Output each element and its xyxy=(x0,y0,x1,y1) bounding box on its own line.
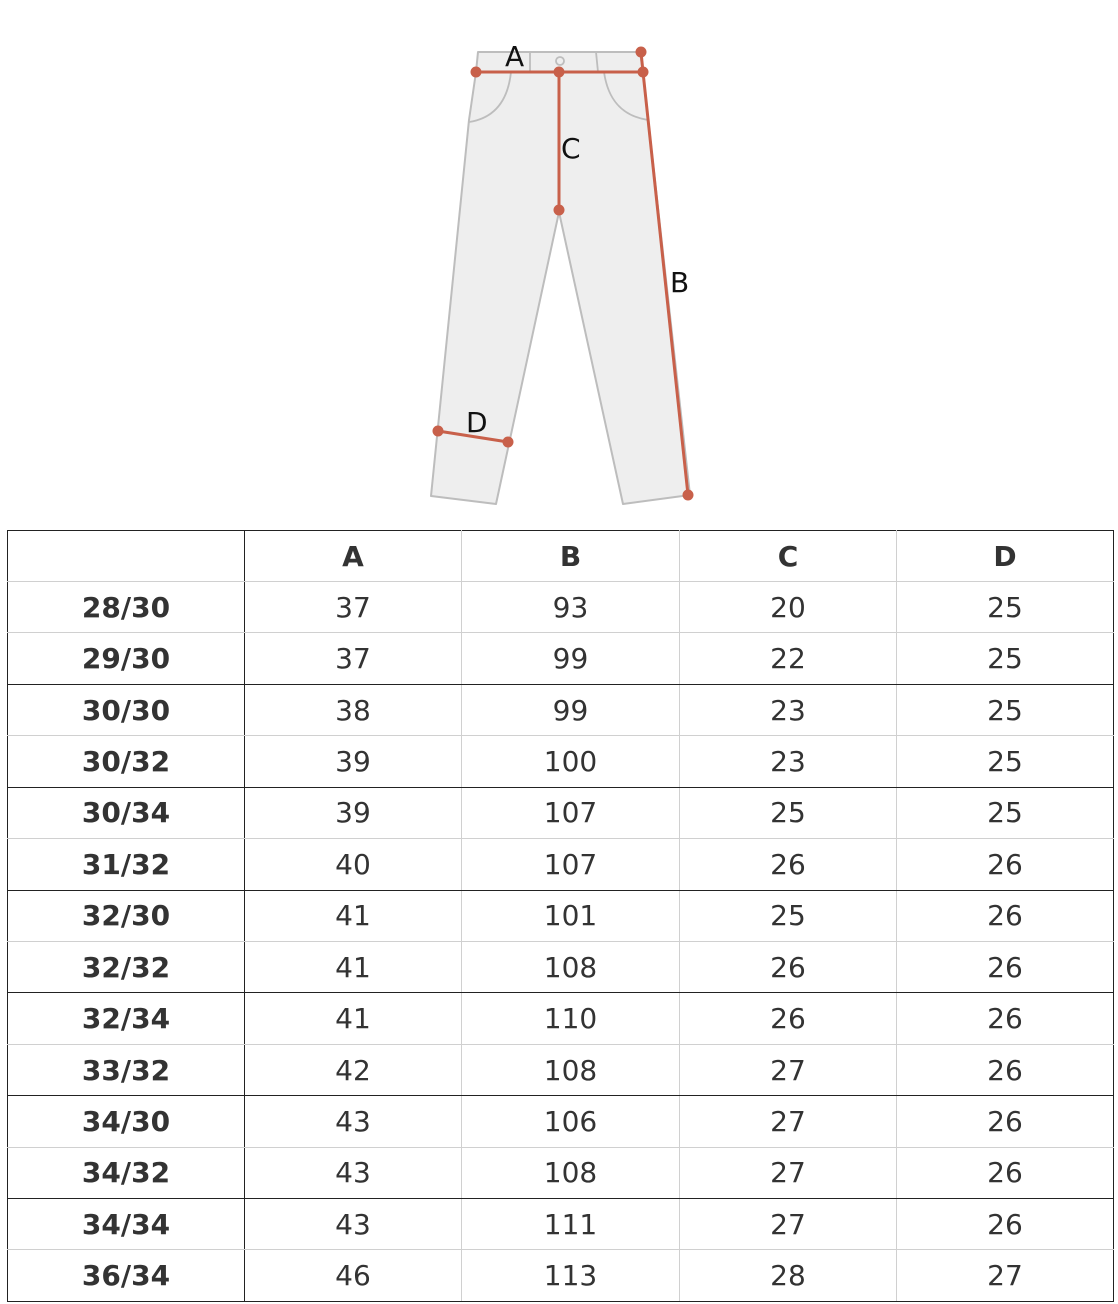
c-cell: 26 xyxy=(680,941,897,992)
a-cell: 46 xyxy=(245,1250,462,1302)
measure-label-c: C xyxy=(561,132,581,165)
a-cell: 43 xyxy=(245,1199,462,1250)
size-cell: 34/30 xyxy=(8,1096,245,1147)
table-row xyxy=(8,684,1114,735)
a-cell: 41 xyxy=(245,993,462,1044)
b-cell: 107 xyxy=(462,787,680,838)
d-cell: 26 xyxy=(897,941,1114,992)
c-cell: 23 xyxy=(680,736,897,787)
header-cell-c: C xyxy=(680,531,897,582)
c-cell: 25 xyxy=(680,890,897,941)
table-row xyxy=(8,941,1114,992)
table-row xyxy=(8,839,1114,890)
a-cell: 38 xyxy=(245,684,462,735)
size-cell: 28/30 xyxy=(8,582,245,633)
a-cell: 37 xyxy=(245,582,462,633)
a-cell: 37 xyxy=(245,633,462,684)
b-cell: 107 xyxy=(462,839,680,890)
d-cell: 25 xyxy=(897,633,1114,684)
table-header-row xyxy=(8,531,1114,582)
size-cell: 32/32 xyxy=(8,941,245,992)
a-cell: 41 xyxy=(245,890,462,941)
table-row xyxy=(8,582,1114,633)
a-cell: 43 xyxy=(245,1096,462,1147)
a-cell: 41 xyxy=(245,941,462,992)
d-cell: 26 xyxy=(897,993,1114,1044)
c-cell: 27 xyxy=(680,1044,897,1095)
measure-label-a: A xyxy=(505,40,525,73)
b-cell: 110 xyxy=(462,993,680,1044)
d-cell: 26 xyxy=(897,839,1114,890)
c-cell: 26 xyxy=(680,993,897,1044)
size-cell: 30/30 xyxy=(8,684,245,735)
header-cell-size xyxy=(8,531,245,582)
size-cell: 34/32 xyxy=(8,1147,245,1198)
size-cell: 31/32 xyxy=(8,839,245,890)
a-cell: 39 xyxy=(245,736,462,787)
c-cell: 20 xyxy=(680,582,897,633)
header-cell-b: B xyxy=(462,531,680,582)
table-row xyxy=(8,787,1114,838)
size-cell: 36/34 xyxy=(8,1250,245,1302)
b-cell: 108 xyxy=(462,1044,680,1095)
size-chart-table xyxy=(7,530,1114,1302)
measure-label-b: B xyxy=(670,266,690,299)
d-cell: 26 xyxy=(897,1096,1114,1147)
d-cell: 25 xyxy=(897,582,1114,633)
d-cell: 27 xyxy=(897,1250,1114,1302)
c-cell: 27 xyxy=(680,1199,897,1250)
c-cell: 28 xyxy=(680,1250,897,1302)
d-cell: 26 xyxy=(897,1147,1114,1198)
table-row xyxy=(8,1096,1114,1147)
header-cell-d: D xyxy=(897,531,1114,582)
c-cell: 27 xyxy=(680,1147,897,1198)
size-cell: 32/30 xyxy=(8,890,245,941)
c-cell: 23 xyxy=(680,684,897,735)
table-row xyxy=(8,890,1114,941)
d-cell: 25 xyxy=(897,684,1114,735)
size-cell: 29/30 xyxy=(8,633,245,684)
b-cell: 93 xyxy=(462,582,680,633)
table-row xyxy=(8,633,1114,684)
d-cell: 26 xyxy=(897,1199,1114,1250)
d-cell: 26 xyxy=(897,1044,1114,1095)
size-cell: 30/32 xyxy=(8,736,245,787)
header-cell-a: A xyxy=(245,531,462,582)
size-cell: 30/34 xyxy=(8,787,245,838)
measure-label-d: D xyxy=(466,406,488,439)
a-cell: 39 xyxy=(245,787,462,838)
a-cell: 42 xyxy=(245,1044,462,1095)
table-row xyxy=(8,736,1114,787)
table-row xyxy=(8,1147,1114,1198)
pants-illustration xyxy=(0,0,1118,520)
table-row xyxy=(8,993,1114,1044)
table-body xyxy=(8,582,1114,1302)
table-row xyxy=(8,1044,1114,1095)
d-cell: 25 xyxy=(897,736,1114,787)
c-cell: 22 xyxy=(680,633,897,684)
b-cell: 106 xyxy=(462,1096,680,1147)
c-cell: 26 xyxy=(680,839,897,890)
b-cell: 113 xyxy=(462,1250,680,1302)
size-cell: 32/34 xyxy=(8,993,245,1044)
b-cell: 100 xyxy=(462,736,680,787)
c-cell: 27 xyxy=(680,1096,897,1147)
b-cell: 108 xyxy=(462,1147,680,1198)
table-row xyxy=(8,1250,1114,1302)
b-cell: 99 xyxy=(462,684,680,735)
c-cell: 25 xyxy=(680,787,897,838)
d-cell: 25 xyxy=(897,787,1114,838)
b-cell: 101 xyxy=(462,890,680,941)
pants-measurement-diagram xyxy=(0,0,1118,520)
b-cell: 108 xyxy=(462,941,680,992)
d-cell: 26 xyxy=(897,890,1114,941)
a-cell: 40 xyxy=(245,839,462,890)
a-cell: 43 xyxy=(245,1147,462,1198)
b-cell: 111 xyxy=(462,1199,680,1250)
table-row xyxy=(8,1199,1114,1250)
size-cell: 34/34 xyxy=(8,1199,245,1250)
size-cell: 33/32 xyxy=(8,1044,245,1095)
b-cell: 99 xyxy=(462,633,680,684)
